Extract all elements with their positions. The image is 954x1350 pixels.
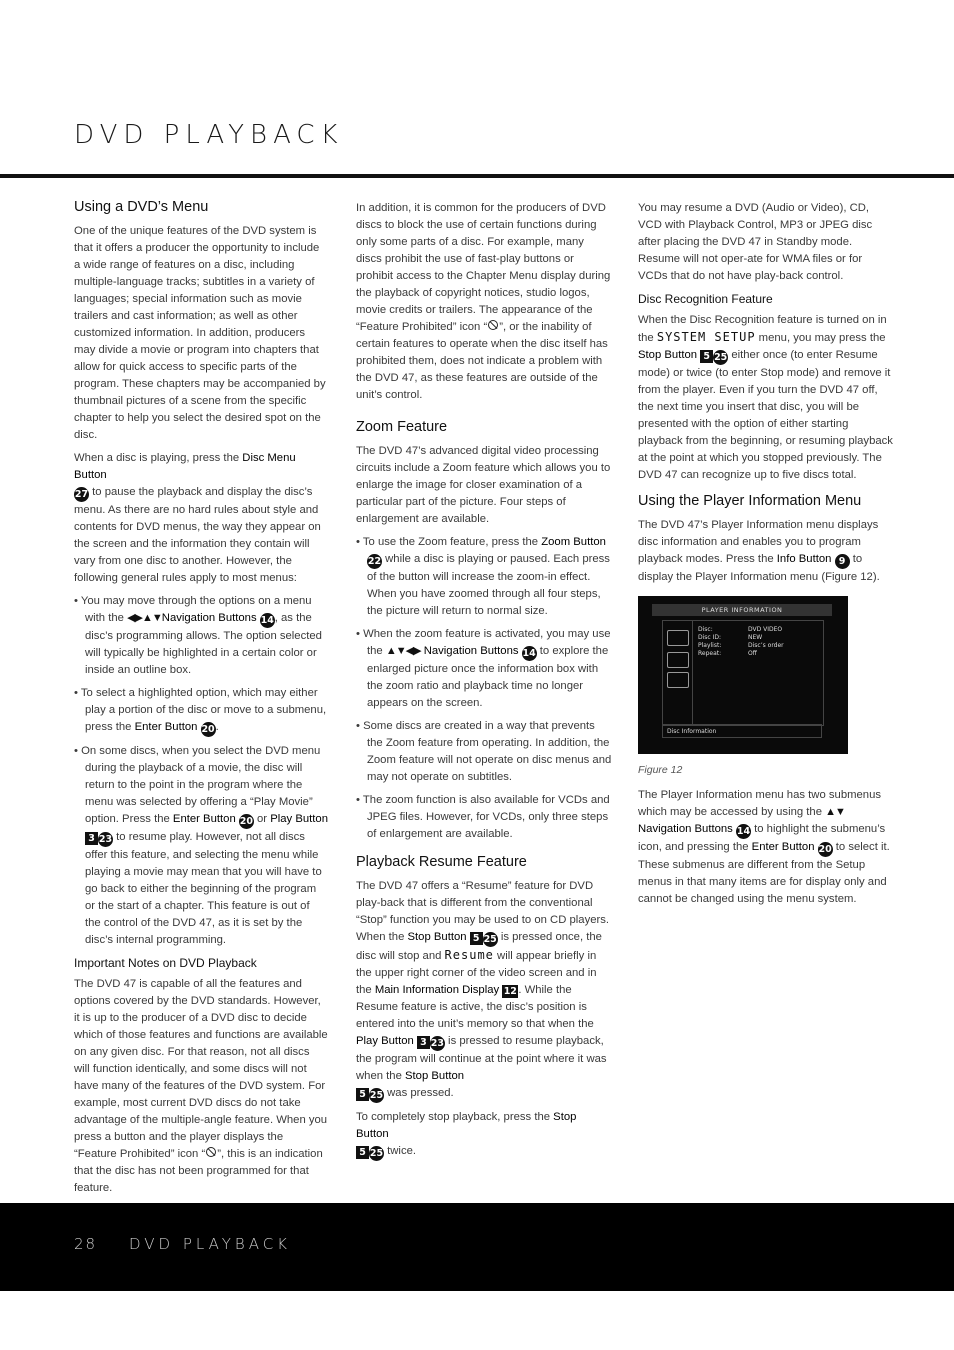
display-text: Resume: [444, 948, 494, 962]
button-number-icon: 14: [522, 648, 536, 659]
key-label: Stop Button: [356, 1111, 577, 1140]
heading-player-information: Using the Player Information Menu: [638, 493, 862, 509]
repeat-icon: [667, 672, 689, 688]
navigation-arrows-icon: ▲▼: [825, 806, 845, 818]
column-1: [74, 198, 328, 1203]
button-number-icon: 23: [430, 1038, 445, 1049]
navigation-arrows-icon: ▲▼◀▶: [385, 645, 421, 657]
player-information-screenshot: [638, 596, 848, 754]
list-item: • To use the Zoom feature, press the Zoom Button 22 while a disc is playing or paused. Each press of the button will increase the zoom-in effect. When you have zoomed through all four steps, the picture will return to normal size.: [356, 534, 612, 620]
list-item: • You may move through the options on a menu with the ◀▶▲▼Navigation Buttons 14, as the disc’s programming allows. The option selected will typically be highlighted in a certain color or inside an outline box.: [74, 593, 328, 679]
prohibited-icon: [488, 320, 498, 330]
button-number-icon: 27: [74, 489, 89, 500]
button-number-icon: 25: [369, 1090, 384, 1101]
footer-section-title: DVD PLAYBACK: [129, 1235, 292, 1253]
key-label: Navigation Buttons: [423, 645, 519, 657]
list-item: • The zoom function is also available for VCDs and JPEG files. However, for VCDs, only three steps of enlargement are available.: [356, 792, 612, 843]
paragraph: The DVD 47’s advanced digital video processing circuits include a Zoom feature which allows you to enlarge the image for closer examination of a particular part of the picture. Four steps of enlargement are available.: [356, 445, 611, 525]
figure-header: PLAYER INFORMATION: [652, 604, 832, 616]
button-number-icon: 14: [736, 826, 751, 837]
title-rule: [0, 174, 954, 178]
column-3: [638, 200, 894, 914]
key-label: Enter Button: [172, 813, 236, 825]
figure-row-value: DVD VIDEO: [748, 626, 783, 633]
paragraph: To completely stop playback, press the Stop Button 5 25 twice.: [356, 1111, 577, 1159]
button-number-icon: 20: [201, 724, 215, 735]
figure-row-label: Disc:: [698, 626, 713, 633]
button-square-icon: 12: [503, 986, 517, 997]
heading-playback-resume: Playback Resume Feature: [356, 854, 527, 870]
button-square-icon: 5: [700, 350, 713, 363]
paragraph: When the Disc Recognition feature is turned on in the SYSTEM SETUP menu, you may press the Stop Button 5 25 either once (to enter Resume mode) or twice (to enter Stop mode) and remove it from the player. Even if you turn the DVD 47 off, the next time you insert that disc, you will be presented with the option of either starting playback from the beginning, or resuming playback at the point at which you stopped previously. The DVD 47 can recognize up to five discs total.: [638, 314, 893, 481]
figure-footer: Disc Information: [662, 724, 822, 738]
prohibited-icon: [206, 1147, 216, 1157]
figure-row-label: Repeat:: [698, 650, 722, 657]
button-square-icon: 5: [356, 1088, 369, 1101]
paragraph: One of the unique features of the DVD system is that it offers a producer the opportunity to include a wide range of features on a disc, including multiple-language tracks; subtitles in a variety of languages; special information such as movie trailers and cast information; as well as other customized information. In addition, producers may divide a movie or program into chapters that allow for quick access to specific parts of the program. These chapters may be accompanied by thumbnail pictures of a scene from the specific chapter to help you select the desired spot on the disc.: [74, 225, 326, 441]
paragraph: The DVD 47’s Player Information menu displays disc information and enables you to program playback modes. Press the Info Button 9 to display the Player Information menu (Figure 12).: [638, 519, 880, 583]
button-square-icon: 3: [85, 832, 98, 845]
heading-important-notes: Important Notes on DVD Playback: [74, 956, 257, 970]
list-item: • To select a highlighted option, which may either play a portion of the disc or move to a submenu, press the Enter Button 20.: [74, 685, 328, 737]
heading-disc-recognition: Disc Recognition Feature: [638, 292, 773, 306]
paragraph: In addition, it is common for the producers of DVD discs to block the use of certain functions during only some parts of a disc. For example, many discs prohibit the use of fast-play buttons or prohibit access to the Chapter Menu display during the playback of copyright notices, studio logos, movie credits or trailers. The appearance of the “Feature Prohibited” icon “ ”, or the inability of certain features to operate when the disc itself has prohibited them, does not indicate a problem with the DVD 47, as these features are outside of the unit’s control.: [356, 202, 611, 401]
figure-row-label: Playlist:: [698, 642, 722, 649]
figure-caption: Figure 12: [638, 764, 683, 776]
button-number-icon: 22: [367, 556, 382, 567]
playlist-icon: [667, 652, 689, 668]
key-label: Enter Button: [134, 721, 198, 733]
key-label: Info Button: [776, 553, 832, 565]
list-item: • When the zoom feature is activated, you may use the ▲▼◀▶ Navigation Buttons 14 to explore the enlarged picture once the information box with the zoom ratio and playback time no longer appears on the screen.: [356, 626, 612, 712]
figure-row-label: Disc ID:: [698, 634, 722, 641]
key-label: Stop Button: [407, 931, 467, 943]
column-2: [356, 200, 612, 1167]
paragraph: You may resume a DVD (Audio or Video), CD, VCD with Playback Control, MP3 or JPEG disc after placing the DVD 47 in Standby mode. Resume will not oper-ate for WMA files or for VCDs that do not have play-back control.: [638, 202, 873, 282]
button-number-icon: 25: [369, 1148, 384, 1159]
heading-zoom: Zoom Feature: [356, 419, 448, 435]
paragraph: The DVD 47 is capable of all the features and options covered by the DVD standards. However, it is up to the producer of a DVD disc to decide which of those features and functions are available on any given disc. For that reason, not all discs will function identically, and some discs will not have many of the features of the DVD system. For example, most current DVD discs do not take advantage of the multiple-angle feature. When you press a button and the player displays the “Feature Prohibited” icon “ ”, this is an indication that the disc has not been programmed for that feature.: [74, 978, 328, 1194]
button-number-icon: 14: [260, 615, 274, 626]
key-label: Stop Button: [405, 1070, 465, 1082]
display-text: SYSTEM SETUP: [656, 330, 756, 344]
button-number-icon: 20: [818, 844, 832, 855]
key-label: Disc Menu Button: [74, 452, 296, 481]
figure-row-value: Disc’s order: [748, 642, 784, 649]
key-label: Navigation Buttons: [638, 823, 733, 835]
key-label: Enter Button: [751, 841, 815, 853]
page-title: DVD PLAYBACK: [74, 120, 344, 150]
button-square-icon: 5: [470, 932, 483, 945]
page-number: 28: [74, 1235, 98, 1253]
button-square-icon: 3: [417, 1036, 430, 1049]
paragraph: The Player Information menu has two submenus which may be accessed by using the ▲▼ Navigation Buttons 14 to highlight the submenu’s icon, and pressing the Enter Button 20 to select it. These submenus are different from the Setup menus in that many items are for display only and cannot be changed using the menu system.: [638, 789, 890, 905]
button-number-icon: 25: [714, 352, 728, 363]
paragraph: The DVD 47 offers a “Resume” feature for DVD play-back that is different from the conventional “Stop” function you may be used to on CD players. When the Stop Button 5 25 is pressed once, the disc will stop and Resume will appear briefly in the upper right corner of the video screen and in the Main Information Display 12. While the Resume feature is active, the disc’s position is entered into the unit’s memory so that when the Play Button 3 23 is pressed to resume playback, the program will continue at the point where it was when the Stop Button 5 25 was pressed.: [356, 880, 610, 1101]
key-label: Play Button: [270, 813, 328, 825]
paragraph: When a disc is playing, press the Disc Menu Button 27 to pause the playback and display the disc’s menu. As there are no hard rules about style and contents for DVD menus, the way they appear on the screen and the information they contain will vary from one disc to another. However, the following general rules apply to most menus:: [74, 452, 321, 584]
button-number-icon: 20: [239, 816, 253, 827]
list-item: • On some discs, when you select the DVD menu during the playback of a movie, the disc will return to the point in the program where the menu was selected by offering a “Play Movie” option. Press the Enter Button 20 or Play Button 3 23 to resume play. However, not all discs offer this feature, and selecting the menu while playing a movie may mean that you will have to go back to either the beginning of the program or the start of a chapter. This feature is out of the control of the DVD 47, as it is set by the disc’s internal programming.: [74, 743, 328, 949]
key-label: Main Information Display: [374, 984, 500, 996]
button-square-icon: 5: [356, 1146, 369, 1159]
figure-row-value: Off: [748, 650, 757, 657]
disc-icon: [667, 630, 689, 646]
heading-dvd-menu: Using a DVD’s Menu: [74, 199, 209, 215]
button-number-icon: 9: [835, 554, 850, 569]
key-label: Zoom Button: [541, 536, 606, 548]
figure-row-value: NEW: [748, 634, 763, 641]
button-number-icon: 23: [98, 834, 113, 845]
key-label: Navigation Buttons: [161, 612, 257, 624]
navigation-arrows-icon: ◀▶▲▼: [127, 612, 162, 624]
key-label: Play Button: [356, 1035, 414, 1047]
list-item: • Some discs are created in a way that prevents the Zoom feature from operating. In addition, the Zoom feature will not operate on disc menus and may not operate on subtitles.: [356, 718, 612, 786]
button-number-icon: 25: [483, 934, 497, 945]
key-label: Stop Button: [638, 349, 698, 361]
